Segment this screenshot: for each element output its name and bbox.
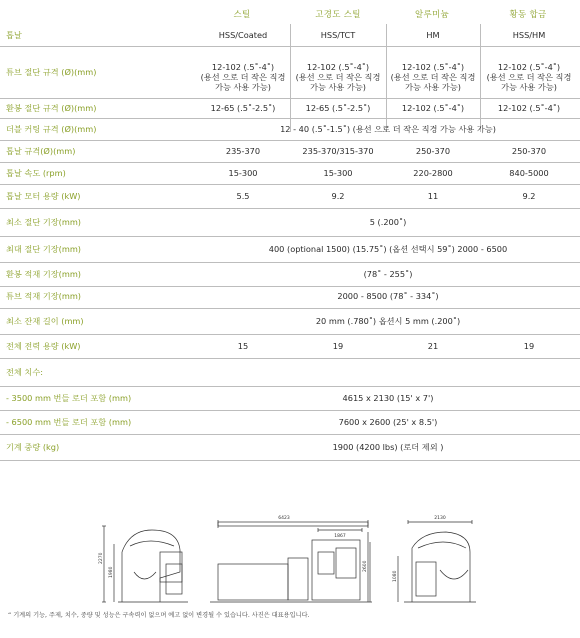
spec-value: 9.2 (522, 191, 536, 201)
spec-row (0, 334, 580, 359)
spec-label: 최소 잔재 길이 (mm) (6, 316, 84, 326)
spec-label: 최소 절단 기장(mm) (6, 217, 81, 227)
spec-row (0, 46, 580, 99)
spec-value: HSS/HM (512, 30, 546, 40)
spec-label: - 6500 mm 번들 로더 포함 (mm) (6, 417, 132, 427)
spec-label: 튜브 절단 규격 (Ø)(mm) (6, 67, 97, 77)
spec-row (0, 386, 580, 411)
footnote-mark: “ (8, 612, 12, 619)
dim-head-width: 1867 (334, 534, 346, 539)
spec-row (0, 98, 580, 119)
spec-value: 250-370 (511, 146, 547, 156)
spec-row (0, 162, 580, 185)
footnote-text: 기계의 기능, 주제, 치수, 중량 및 성능은 구속력이 없으며 예고 없이 변경될 수 있습니다. 사진은 대표용입니다. (13, 612, 310, 619)
spec-value: 250-370 (415, 146, 451, 156)
spec-label: 최대 절단 기장(mm) (6, 244, 81, 254)
spec-value: 5.5 (236, 191, 250, 201)
spec-label: 전체 전력 용량 (kW) (6, 341, 81, 351)
spec-value: 235-370/315-370 (302, 146, 374, 156)
spec-row (0, 308, 580, 335)
spec-value-span: 4615 x 2130 (15' x 7') (342, 393, 434, 403)
spec-label: 전체 치수: (6, 367, 43, 377)
spec-value-span: 1900 (4200 lbs) (로더 제외 ) (332, 442, 444, 452)
spec-value: 12-102 (.5˚-4˚) (401, 103, 465, 113)
spec-value: 15-300 (323, 168, 353, 178)
spec-label: 환봉 적재 기장(mm) (6, 269, 81, 279)
dim-overall-length: 6423 (278, 516, 290, 521)
spec-row (0, 284, 580, 309)
spec-label: 톱날 모터 용량 (kW) (6, 191, 81, 201)
column-header-aluminum: 알루미늄 (414, 10, 450, 20)
spec-row (0, 410, 580, 435)
spec-row (0, 140, 580, 163)
spec-value: 12-102 (.5˚-4˚) (용선 으로 더 작은 직경 가능 사용 가능) (486, 62, 572, 92)
spec-value: HSS/TCT (320, 30, 356, 40)
spec-row (0, 118, 580, 141)
spec-label: 더블 커팅 규격 (Ø)(mm) (6, 124, 97, 134)
spec-value-span: 2000 - 8500 (78˚ - 334˚) (337, 291, 439, 301)
spec-row (0, 236, 580, 263)
spec-value: 840-5000 (509, 168, 549, 178)
spec-label: - 3500 mm 번들 로더 포함 (mm) (6, 393, 132, 403)
spec-label: 튜브 적재 기장(mm) (6, 291, 81, 301)
spec-value: 12-65 (.5˚-2.5˚) (210, 103, 276, 113)
spec-value: 15 (237, 341, 249, 351)
spec-value: 12-102 (.5˚-4˚) (497, 103, 561, 113)
spec-label: 기계 중량 (kg) (6, 442, 60, 452)
dim-end-width: 2130 (434, 516, 446, 521)
spec-value-span: 20 mm (.780˚) 옵션시 5 mm (.200˚) (315, 316, 461, 326)
spec-value: 235-370 (225, 146, 261, 156)
spec-value: 15-300 (228, 168, 258, 178)
spec-label: 톱날 (6, 30, 22, 40)
column-header-hardened-steel: 고경도 스틸 (315, 10, 361, 20)
footnote (8, 610, 310, 619)
dim-side-height: 2600 (363, 560, 368, 572)
spec-value: 220-2800 (413, 168, 453, 178)
spec-value-span: 12 - 40 (.5˚-1.5˚) (용선 으로 더 작은 직경 가능 사용 가능) (280, 124, 496, 134)
spec-row (0, 434, 580, 461)
spec-label: 톱날 규격(Ø)(mm) (6, 146, 76, 156)
machine-dimension-drawing (100, 512, 480, 604)
dim-loader-height: 1980 (109, 566, 114, 578)
dim-end-height: 1080 (393, 570, 398, 582)
spec-label: 환봉 절단 규격 (Ø)(mm) (6, 103, 97, 113)
column-header-brass: 황동 합금 (509, 10, 547, 20)
spec-value: 12-102 (.5˚-4˚) (용선 으로 더 작은 직경 가능 사용 가능) (390, 62, 476, 92)
spec-value: 12-102 (.5˚-4˚) (용선 으로 더 작은 직경 가능 사용 가능) (295, 62, 381, 92)
spec-value: 9.2 (331, 191, 345, 201)
spec-row (0, 358, 580, 387)
spec-row (0, 184, 580, 209)
spec-value-span: (78˚ - 255˚) (363, 269, 413, 279)
spec-row (0, 208, 580, 237)
spec-value: 19 (523, 341, 535, 351)
spec-value: 11 (427, 191, 439, 201)
spec-value-span: 5 (.200˚) (369, 217, 407, 227)
spec-value: 21 (427, 341, 439, 351)
spec-value: HM (426, 30, 440, 40)
spec-value: 19 (332, 341, 344, 351)
spec-value: 12-102 (.5˚-4˚) (용선 으로 더 작은 직경 가능 사용 가능) (200, 62, 286, 92)
spec-value-span: 7600 x 2600 (25' x 8.5') (338, 417, 438, 427)
spec-row (0, 24, 580, 47)
spec-label: 톱날 속도 (rpm) (6, 168, 66, 178)
spec-value: HSS/Coated (218, 30, 268, 40)
spec-value-span: 400 (optional 1500) (15.75˚) (옵션 선택시 59˚) 2000 - 6500 (268, 244, 508, 254)
spec-value: 12-65 (.5˚-2.5˚) (305, 103, 371, 113)
dim-height: 2270 (99, 552, 104, 564)
column-header-steel: 스틸 (233, 10, 251, 20)
